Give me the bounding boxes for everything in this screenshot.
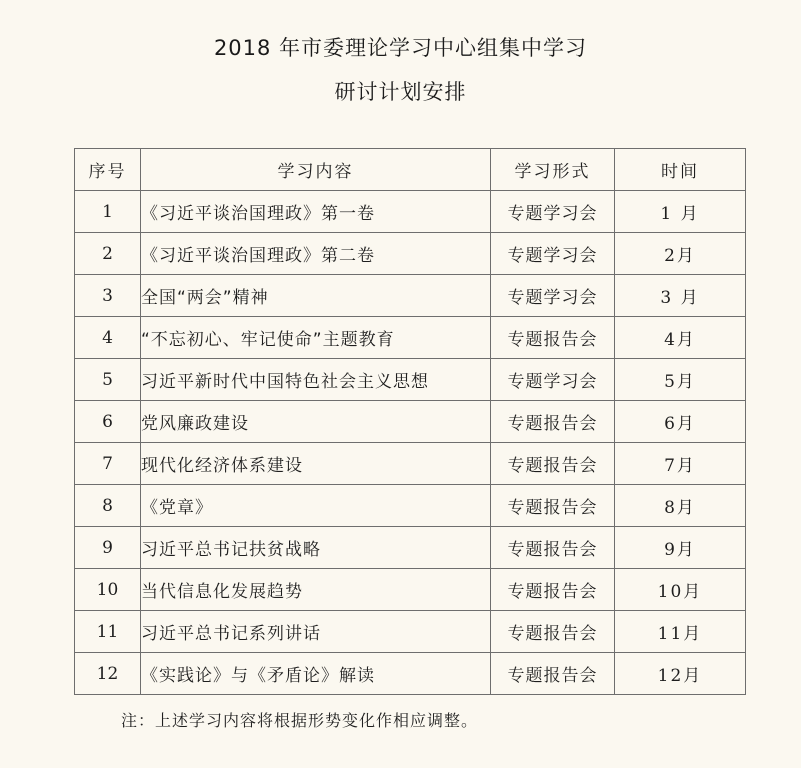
row-form: 专题报告会 [491,443,615,485]
row-time [615,527,746,569]
row-no: 6 [75,401,141,443]
schedule-table [74,148,746,695]
row-time-text: 12月 [657,666,703,686]
row-time-text: 2月 [664,246,696,266]
row-content: 全国“两会”精神 [141,275,491,317]
table-row [75,275,746,317]
row-form: 专题学习会 [491,233,615,275]
row-form: 专题报告会 [491,401,615,443]
row-time [615,275,746,317]
row-form: 专题报告会 [491,317,615,359]
table-row [75,401,746,443]
row-time [615,653,746,695]
row-content: 《党章》 [141,485,491,527]
table-row [75,569,746,611]
row-content: 《习近平谈治国理政》第一卷 [141,191,491,233]
row-time [615,401,746,443]
row-no: 8 [75,485,141,527]
row-no: 7 [75,443,141,485]
table-row [75,653,746,695]
row-time [615,485,746,527]
table-row [75,527,746,569]
row-content: 党风廉政建设 [141,401,491,443]
row-time-text: 3 月 [660,288,700,308]
row-time [615,569,746,611]
row-content: 习近平新时代中国特色社会主义思想 [141,359,491,401]
row-time-text: 1 月 [660,204,700,224]
row-no: 5 [75,359,141,401]
row-time [615,611,746,653]
row-form: 专题报告会 [491,611,615,653]
row-content: 习近平总书记扶贫战略 [141,527,491,569]
header-no: 序号 [75,149,141,191]
table-header-row [75,149,746,191]
row-form: 专题学习会 [491,359,615,401]
header-time: 时间 [615,149,746,191]
row-time-text: 11月 [657,624,703,644]
row-no: 12 [75,653,141,695]
footnote: 注：上述学习内容将根据形势变化作相应调整。 [121,711,479,730]
row-form: 专题报告会 [491,527,615,569]
row-time [615,317,746,359]
header-content: 学习内容 [141,149,491,191]
table-row [75,611,746,653]
table-row [75,191,746,233]
row-form: 专题学习会 [491,191,615,233]
row-no: 3 [75,275,141,317]
row-time [615,191,746,233]
row-time-text: 10月 [657,582,703,602]
row-content: “不忘初心、牢记使命”主题教育 [141,317,491,359]
row-time [615,233,746,275]
row-no: 10 [75,569,141,611]
table-row [75,317,746,359]
row-no: 9 [75,527,141,569]
row-time [615,443,746,485]
row-content: 《习近平谈治国理政》第二卷 [141,233,491,275]
row-time-text: 8月 [664,498,696,518]
row-time-text: 7月 [664,456,696,476]
row-content: 当代信息化发展趋势 [141,569,491,611]
table-row [75,443,746,485]
row-content: 习近平总书记系列讲话 [141,611,491,653]
row-form: 专题报告会 [491,569,615,611]
table-row [75,485,746,527]
row-no: 4 [75,317,141,359]
row-time-text: 9月 [664,540,696,560]
row-form: 专题报告会 [491,485,615,527]
row-time-text: 6月 [664,414,696,434]
row-form: 专题报告会 [491,653,615,695]
table-row [75,233,746,275]
table-row [75,359,746,401]
document-subtitle: 研讨计划安排 [334,80,467,104]
document-title: 2018 年市委理论学习中心组集中学习 [213,36,588,60]
row-no: 11 [75,611,141,653]
header-form: 学习形式 [491,149,615,191]
row-content: 现代化经济体系建设 [141,443,491,485]
row-no: 2 [75,233,141,275]
table-body [75,191,746,695]
row-time [615,359,746,401]
row-time-text: 4月 [664,330,696,350]
row-form: 专题学习会 [491,275,615,317]
row-content: 《实践论》与《矛盾论》解读 [141,653,491,695]
row-no: 1 [75,191,141,233]
row-time-text: 5月 [664,372,696,392]
